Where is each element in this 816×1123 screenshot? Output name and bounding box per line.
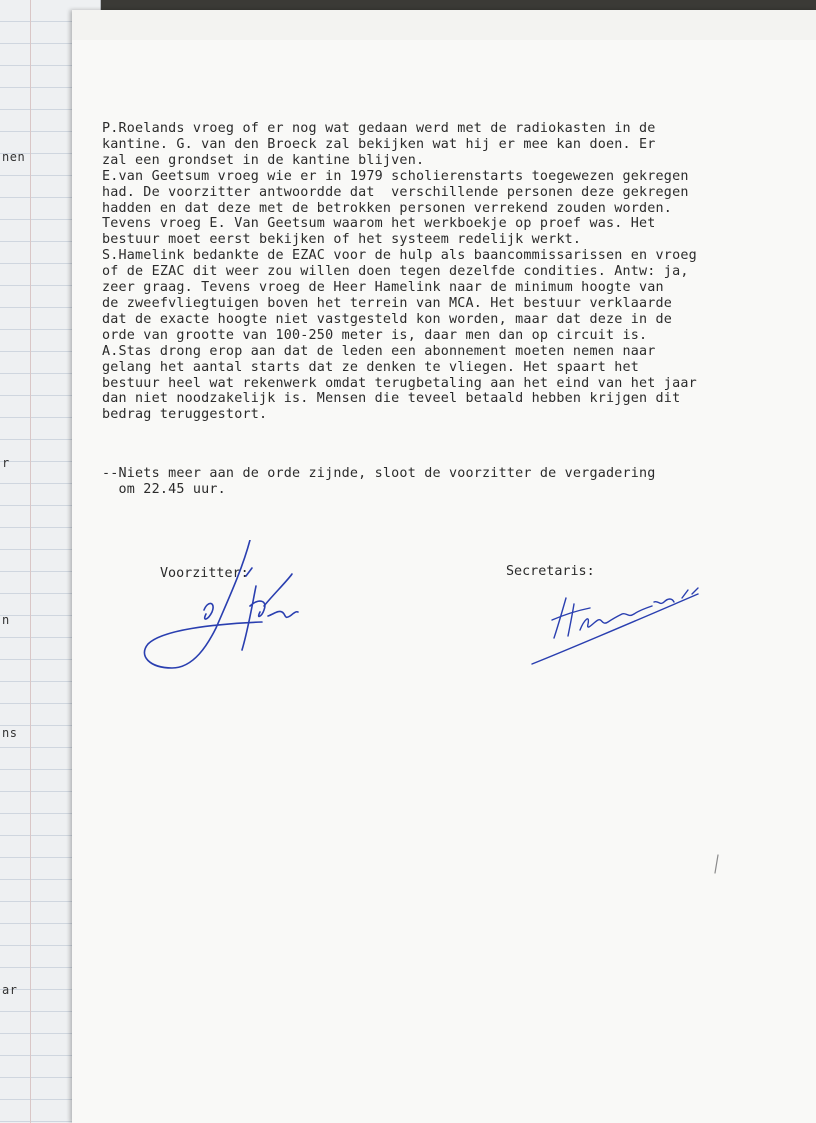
body-line: had. De voorzitter antwoordde dat verschillende personen deze gekregen: [102, 184, 689, 200]
pen-mark: [712, 853, 722, 877]
underlying-text-fragment: r: [2, 456, 10, 470]
underlying-text-fragment: ar: [2, 983, 18, 997]
body-line: E.van Geetsum vroeg wie er in 1979 scholierenstarts toegewezen gekregen: [102, 168, 689, 184]
chairman-signature: [132, 540, 312, 680]
body-line: orde van grootte van 100-250 meter is, daar men dan op circuit is.: [102, 327, 648, 343]
body-line: kantine. G. van den Broeck zal bekijken wat hij er mee kan doen. Er: [102, 136, 656, 152]
margin-line: [30, 0, 31, 1123]
sheet-top-edge: [72, 10, 816, 40]
body-line: of de EZAC dit weer zou willen doen tegen dezelfde condities. Antw: ja,: [102, 264, 689, 280]
body-line: hadden en dat deze met de betrokken personen verrekend zouden worden.: [102, 200, 673, 216]
body-line: zal een grondset in de kantine blijven.: [102, 152, 425, 168]
body-line: bestuur moet eerst bekijken of het systeem redelijk werkt.: [102, 232, 582, 248]
document-sheet: [72, 10, 816, 1123]
chairman-label: Voorzitter:: [160, 566, 249, 581]
body-line: dan niet noodzakelijk is. Mensen die teveel betaald hebben krijgen dit: [102, 391, 681, 407]
secretary-label: Secretaris:: [506, 564, 595, 579]
body-line: gelang het aantal starts dat ze denken te vliegen. Het spaart het: [102, 359, 640, 375]
underlying-text-fragment: n: [2, 613, 10, 627]
underlying-text-fragment: ns: [2, 726, 18, 740]
body-line: zeer graag. Tevens vroeg de Heer Hamelink naar de minimum hoogte van: [102, 280, 664, 296]
closing-line: --Niets meer aan de orde zijnde, sloot de voorzitter de vergadering: [102, 466, 656, 481]
underlying-text-fragment: nen: [2, 150, 26, 164]
body-line: P.Roelands vroeg of er nog wat gedaan werd met de radiokasten in de: [102, 121, 656, 136]
body-line: dat de exacte hoogte niet vastgesteld kon worden, maar dat deze in de: [102, 311, 673, 327]
secretary-signature: [522, 580, 712, 680]
body-line: A.Stas drong erop aan dat de leden een abonnement moeten nemen naar: [102, 343, 656, 359]
closing-line: om 22.45 uur.: [102, 482, 226, 497]
body-line: de zweefvliegtuigen boven het terrein van MCA. Het bestuur verklaarde: [102, 295, 673, 311]
body-line: Tevens vroeg E. Van Geetsum waarom het werkboekje op proef was. Het: [102, 216, 656, 232]
body-line: bedrag teruggestort.: [102, 407, 268, 423]
closing-statement: [102, 466, 802, 498]
body-line: bestuur heel wat rekenwerk omdat terugbetaling aan het eind van het jaar: [102, 375, 697, 391]
minutes-body: [102, 121, 802, 423]
body-line: S.Hamelink bedankte de EZAC voor de hulp als baancommissarissen en vroeg: [102, 248, 697, 264]
